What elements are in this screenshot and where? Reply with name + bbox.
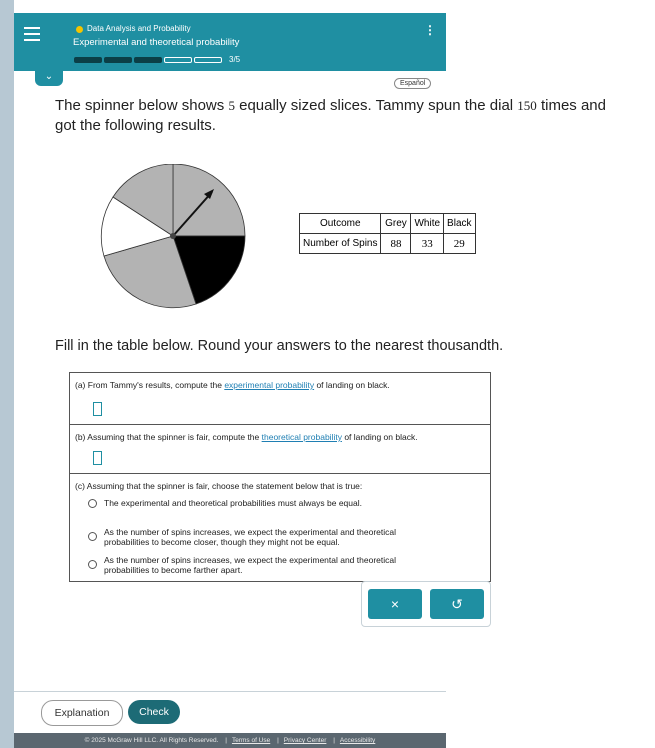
option-text	[104, 498, 362, 508]
terms-link[interactable]: Terms of Use	[231, 737, 271, 744]
espanol-button[interactable]: Español	[394, 78, 431, 89]
option-text	[104, 527, 396, 547]
explanation-button[interactable]: Explanation	[41, 700, 123, 726]
left-sidebar-strip	[0, 0, 14, 748]
copyright: © 2025 McGraw Hill LLC. All Rights Reserved.	[84, 737, 219, 744]
table-row	[300, 214, 476, 234]
option-line: As the number of spins increases, we expect the experimental and theoretical	[104, 527, 396, 537]
answer-box	[69, 372, 491, 582]
intro-text-line2: got the following results.	[55, 117, 216, 134]
divider	[70, 424, 490, 425]
slice-count: 5	[228, 98, 235, 113]
divider	[14, 691, 446, 692]
header-cell: White	[411, 214, 444, 234]
intro-text-1: The spinner below shows	[55, 97, 229, 114]
radio-button[interactable]	[88, 532, 97, 541]
part-c-label: (c) Assuming that the spinner is fair, choose the statement below that is true:	[75, 481, 363, 491]
divider	[70, 473, 490, 474]
value-cell: 29	[444, 234, 475, 254]
progress-segment	[104, 57, 132, 63]
status-dot-icon	[76, 26, 83, 33]
results-table	[299, 213, 476, 254]
spinner-image	[98, 164, 248, 309]
radio-button[interactable]	[88, 499, 97, 508]
progress-segment	[164, 57, 192, 63]
value-cell: 33	[411, 234, 444, 254]
top-header	[14, 13, 446, 71]
accessibility-link[interactable]: Accessibility	[339, 737, 376, 744]
menu-icon[interactable]	[24, 27, 40, 45]
part-b-suffix: of landing on black.	[341, 432, 418, 442]
header-cell: Black	[444, 214, 475, 234]
fill-instruction: Fill in the table below. Round your answers to the nearest thousandth.	[55, 338, 504, 354]
answer-tools-panel	[361, 581, 491, 627]
part-a-prefix: (a) From Tammy's results, compute the	[75, 380, 225, 390]
header-cell: Outcome	[300, 214, 381, 234]
question-frame	[14, 0, 655, 748]
intro-text-3: times and	[536, 97, 606, 114]
progress-bar	[74, 57, 224, 63]
progress-text: 3/5	[229, 55, 241, 64]
progress-segment	[74, 57, 102, 63]
header-cell: Grey	[381, 214, 411, 234]
part-b-label	[75, 432, 418, 442]
experimental-probability-link[interactable]: experimental probability	[224, 380, 315, 390]
radio-button[interactable]	[88, 560, 97, 569]
option-line: probabilities to become farther apart.	[104, 565, 243, 575]
undo-button[interactable]: ↺	[430, 589, 484, 619]
answer-input-a[interactable]	[93, 402, 102, 416]
collapse-chevron-icon[interactable]: ⌄	[35, 70, 63, 86]
footer: © 2025 McGraw Hill LLC. All Rights Reserved. | Terms of Use | Privacy Center | Accessibility	[14, 733, 446, 748]
check-button[interactable]: Check	[128, 700, 180, 724]
value-cell: 88	[381, 234, 411, 254]
more-options-icon[interactable]: ⋮	[424, 23, 436, 37]
topic-title: Experimental and theoretical probability	[73, 37, 240, 48]
progress-segment	[194, 57, 222, 63]
part-a-label	[75, 380, 390, 390]
spinner-center	[170, 233, 176, 239]
option-line: probabilities to become closer, though they might not be equal.	[104, 537, 340, 547]
answer-input-b[interactable]	[93, 451, 102, 465]
part-a-suffix: of landing on black.	[314, 380, 390, 390]
clear-button[interactable]: ×	[368, 589, 422, 619]
theoretical-probability-link[interactable]: theoretical probability	[261, 432, 342, 442]
part-b-prefix: (b) Assuming that the spinner is fair, compute the	[75, 432, 262, 442]
option-text	[104, 555, 396, 575]
intro-text-2: equally sized slices. Tammy spun the dial	[234, 97, 518, 114]
option-line: As the number of spins increases, we expect the experimental and theoretical	[104, 555, 396, 565]
progress-segment	[134, 57, 162, 63]
question-intro	[55, 96, 655, 136]
table-row	[300, 234, 476, 254]
spin-count: 150	[517, 98, 537, 113]
option-line: The experimental and theoretical probabilities must always be equal.	[104, 498, 362, 508]
row-label: Number of Spins	[300, 234, 381, 254]
privacy-link[interactable]: Privacy Center	[283, 737, 327, 744]
subject-title: Data Analysis and Probability	[87, 24, 191, 33]
